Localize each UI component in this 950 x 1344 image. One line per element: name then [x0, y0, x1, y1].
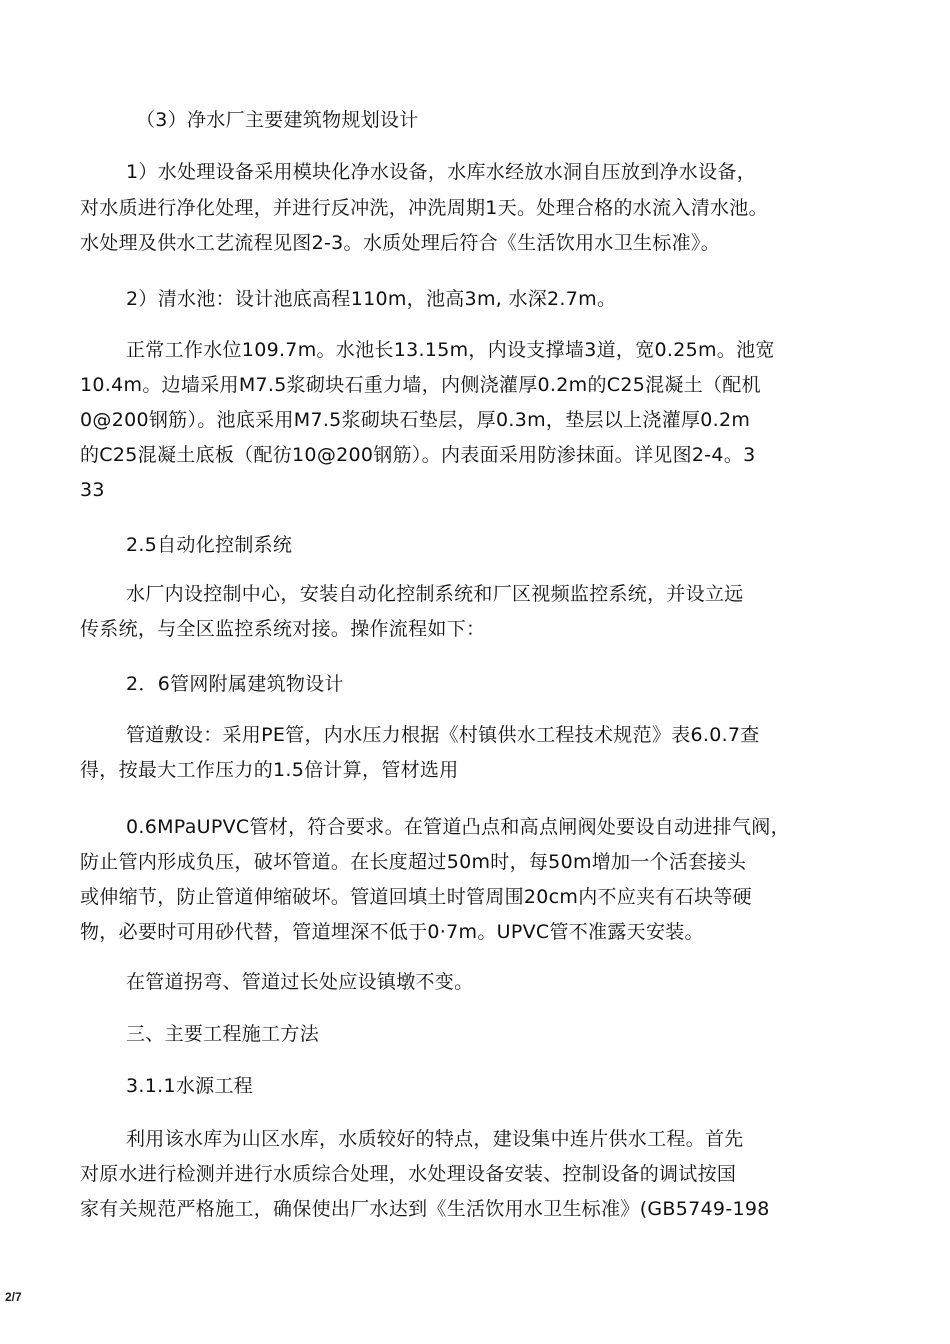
paragraph-line: 管道敷设：采用PE管，内水压力根据《村镇供水工程技术规范》表6.0.7查: [126, 724, 760, 746]
paragraph-line: 0.6MPaUPVC管材，符合要求。在管道凸点和高点闸阀处要设自动进排气阀，: [126, 816, 790, 838]
page-number: 2/7: [5, 1290, 22, 1304]
paragraph-line: 或伸缩节，防止管道伸缩破坏。管道回填土时管周围20cm内不应夹有石块等硬: [80, 886, 752, 908]
paragraph-line: 利用该水库为山区水库，水质较好的特点，建设集中连片供水工程。首先: [126, 1128, 744, 1150]
section-heading: 2．6管网附属建筑物设计: [126, 673, 344, 695]
paragraph-line: 水厂内设控制中心，安装自动化控制系统和厂区视频监控系统，并设立远: [126, 583, 744, 605]
paragraph-line: 在管道拐弯、管道过长处应设镇墩不变。: [126, 971, 474, 993]
section-heading: 三、主要工程施工方法: [126, 1023, 320, 1045]
section-heading: 3.1.1水源工程: [126, 1075, 254, 1097]
paragraph-line: 对原水进行检测并进行水质综合处理，水处理设备安装、控制设备的调试按国: [80, 1163, 737, 1185]
paragraph-line: 防止管内形成负压，破坏管道。在长度超过50m时，每50m增加一个活套接头: [80, 851, 747, 873]
paragraph-line: 10.4m。边墙采用M7.5浆砌块石重力墙，内侧浇灌厚0.2m的C25混凝土（配机: [80, 374, 761, 396]
paragraph-line: 0@200钢筋）。池底采用M7.5浆砌块石垫层，厚0.3m，垫层以上浇灌厚0.2m: [80, 409, 751, 431]
paragraph-line: 得，按最大工作压力的1.5倍计算，管材选用: [80, 759, 459, 781]
paragraph-line: 物，必要时可用砂代替，管道埋深不低于0·7m。UPVC管不准露天安装。: [80, 921, 704, 943]
paragraph-line: 正常工作水位109.7m。水池长13.15m，内设支撑墙3道，宽0.25m。池宽: [126, 339, 775, 361]
paragraph-line: 2）清水池：设计池底高程110m，池高3m, 水深2.7m。: [126, 288, 617, 310]
paragraph-line: 传系统，与全区监控系统对接。操作流程如下：: [80, 618, 486, 640]
paragraph-line: 1）水处理设备采用模块化净水设备，水库水经放水洞自压放到净水设备，: [126, 161, 756, 183]
paragraph-line: 水处理及供水工艺流程见图2-3。水质处理后符合《生活饮用水卫生标准》。: [80, 232, 721, 254]
section-heading: 2.5自动化控制系统: [126, 534, 293, 556]
paragraph-line: 家有关规范严格施工，确保使出厂水达到《生活饮用水卫生标准》(GB5749-198: [80, 1198, 770, 1220]
paragraph-line: 的C25混凝土底板（配彷10@200钢筋）。内表面采用防渗抹面。详见图2-4。3: [80, 444, 756, 466]
paragraph-line: 对水质进行净化处理，并进行反冲洗，冲洗周期1天。处理合格的水流入清水池。: [80, 197, 768, 219]
paragraph-line: 33: [80, 479, 105, 501]
section-heading: （3）净水厂主要建筑物规划设计: [136, 109, 419, 131]
